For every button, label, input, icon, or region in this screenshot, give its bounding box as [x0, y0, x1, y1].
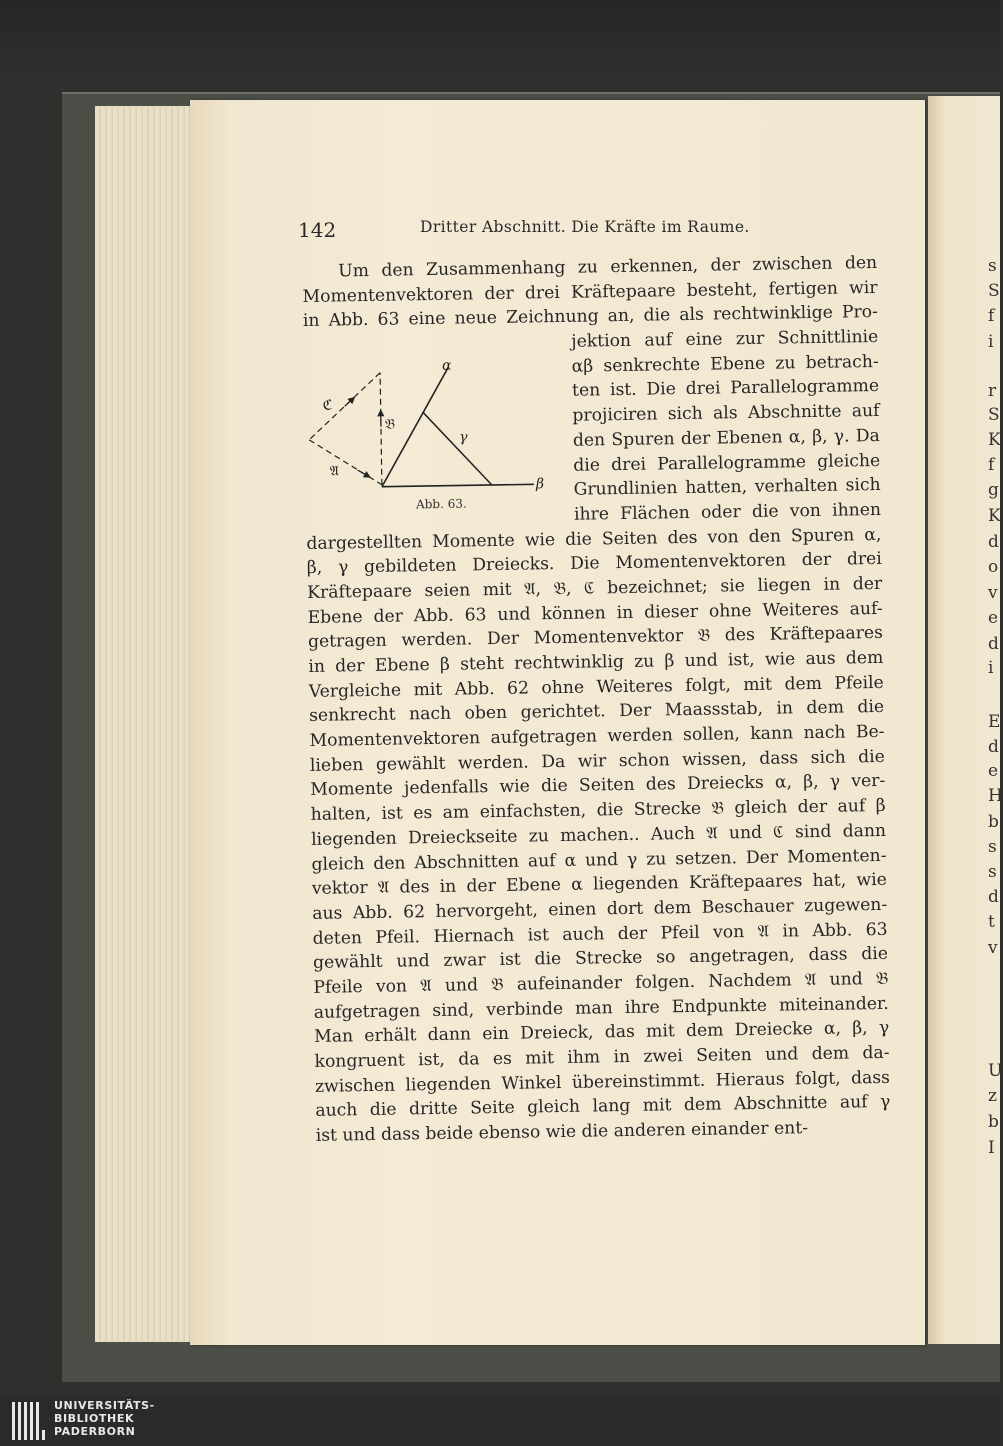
text-line: Momente jedenfalls wie die Seiten des Dreiecks α, β, γ ver- — [310, 771, 886, 801]
next-page-fragment: s — [988, 256, 997, 276]
vector-C-line — [308, 373, 381, 440]
library-name-line-1: UNIVERSITÄTS- — [54, 1399, 155, 1412]
next-page-fragment: d — [988, 634, 999, 654]
text-line: Um den Zusammenhang zu erkennen, der zwischen den — [338, 252, 878, 282]
next-page-fragment: r — [988, 381, 997, 401]
next-page-fragment: s — [988, 837, 997, 857]
text-line: Ebene der Abb. 63 und können in dieser ohne Weiteres auf- — [307, 598, 883, 628]
next-page-fragment: o — [988, 557, 999, 577]
label-C: ℭ — [322, 397, 333, 414]
label-gamma: γ — [459, 429, 468, 446]
label-alpha: α — [441, 357, 452, 374]
vector-A-arrow — [358, 470, 368, 476]
next-page-fragment: S — [988, 281, 1000, 301]
text-line: Vergleiche mit Abb. 62 ohne Weiteres folgt, mit dem Pfeile — [308, 672, 884, 702]
text-line: Man erhält dann ein Dreieck, das mit dem Dreiecke α, β, γ — [314, 1018, 890, 1048]
text-line: ihre Flächen oder die von ihnen — [573, 499, 882, 525]
figure-abb-63 — [300, 357, 560, 516]
next-page-fragment: t — [988, 912, 995, 932]
label-A: 𝔄 — [329, 463, 340, 480]
next-page-fragment: z — [988, 1086, 997, 1106]
next-page-fragment: f — [988, 455, 995, 475]
next-page-fragment: E — [988, 712, 1001, 732]
scan-background-top — [0, 0, 1000, 92]
library-logo-icon — [10, 1400, 46, 1442]
running-head: Dritter Abschnitt. Die Kräfte im Raume. — [420, 218, 750, 236]
next-page-fragment: i — [988, 658, 994, 678]
text-line: in der Ebene β steht rechtwinklig zu β und ist, wie aus dem — [308, 647, 884, 677]
text-line: auch die dritte Seite gleich lang mit dem Abschnitte auf γ — [315, 1092, 891, 1122]
text-line: die drei Parallelogramme gleiche — [573, 450, 881, 476]
label-beta: β — [535, 476, 545, 493]
next-page-fragment: d — [988, 737, 999, 757]
text-line: gewählt und zwar ist die Strecke so angetragen, dass die — [312, 944, 889, 974]
next-page-fragment: K — [988, 506, 1001, 526]
figure-caption: Abb. 63. — [415, 496, 467, 512]
text-line: zwischen liegenden Winkel übereinstimmt. Hieraus folgt, dass — [314, 1067, 891, 1097]
next-page-fragment: K — [988, 430, 1001, 450]
text-line: jektion auf eine zur Schnittlinie — [571, 327, 879, 352]
next-page-fragment: S — [988, 405, 1000, 425]
text-line: aus Abb. 62 hervorgeht, einen dort dem Beschauer zugewen- — [312, 894, 888, 924]
next-page-fragment: b — [988, 812, 999, 832]
text-line: deten Pfeil. Hiernach ist auch der Pfeil von 𝔄 in Abb. 63 — [312, 919, 888, 949]
library-name — [54, 1399, 155, 1438]
trace-gamma-line — [423, 411, 492, 486]
vector-C-arrow — [345, 399, 353, 406]
text-line: vektor 𝔄 des in der Ebene α liegenden Kräftepaares hat, wie — [311, 870, 887, 900]
next-page-fragment: H — [988, 786, 1003, 806]
next-page-edge — [928, 96, 1003, 1344]
text-line: Momentenvektoren aufgetragen werden sollen, kann nach Be- — [309, 721, 885, 752]
text-line: getragen werden. Der Momentenvektor 𝔅 des Kräftepaares — [307, 623, 884, 653]
text-line: Kräftepaare seien mit 𝔄, 𝔅, ℭ bezeichnet; sie liegen in der — [307, 573, 883, 603]
text-line: kongruent ist, da es mit ihm in zwei Seiten und dem da- — [314, 1042, 890, 1072]
text-line: senkrecht nach oben gerichtet. Der Maassstab, in dem die — [309, 697, 885, 727]
next-page-fragment: I — [988, 1138, 995, 1158]
next-page-fragment: e — [988, 761, 999, 781]
book-page — [190, 100, 925, 1345]
next-page-fragment: U — [988, 1061, 1003, 1081]
next-page-fragment: b — [988, 1112, 999, 1132]
text-line: den Spuren der Ebenen α, β, γ. Da — [572, 425, 880, 451]
next-page-fragment: g — [988, 480, 999, 500]
text-line: β, γ gebildeten Dreiecks. Die Momentenvektoren der drei — [306, 549, 882, 579]
page-edges — [95, 106, 193, 1342]
next-page-fragment: s — [988, 862, 997, 882]
text-line: gleich den Abschnitten auf α und γ zu setzen. Der Momenten- — [311, 845, 887, 875]
text-line: ist und dass beide ebenso wie die anderen einander ent- — [315, 1118, 809, 1146]
text-line: dargestellten Momente wie die Seiten des von den Spuren α, — [306, 524, 882, 554]
text-line: projiciren sich als Abschnitte auf — [572, 401, 880, 426]
next-page-fragment: f — [988, 306, 995, 326]
page-number: 142 — [298, 218, 337, 242]
library-name-line-3: PADERBORN — [54, 1425, 136, 1438]
trace-beta-line — [382, 484, 534, 486]
text-line: Pfeile von 𝔄 und 𝔅 aufeinander folgen. Nachdem 𝔄 und 𝔅 — [313, 968, 889, 998]
next-page-fragment: e — [988, 608, 999, 628]
text-line: Grundlinien hatten, verhalten sich — [573, 475, 881, 500]
text-line: ten ist. Die drei Parallelogramme — [571, 376, 880, 402]
text-line: liegenden Dreieckseite zu machen.. Auch 𝔄 und ℭ sind dann — [310, 820, 887, 850]
vector-A-line — [309, 439, 382, 486]
next-page-fragment: i — [988, 332, 994, 352]
next-page-fragment: v — [988, 938, 998, 958]
text-line: halten, ist es am einfachsten, die Strecke 𝔅 gleich der auf β — [310, 796, 886, 826]
next-page-fragment: d — [988, 887, 999, 907]
text-line: lieben gewählt werden. Da wir schon wissen, dass sich die — [309, 746, 886, 776]
label-B: 𝔅 — [384, 416, 396, 433]
text-line: Momentenvektoren der drei Kräftepaare besteht, fertigen wir — [302, 277, 878, 307]
text-line: in Abb. 63 eine neue Zeichnung an, die als rechtwinklige Pro- — [302, 302, 879, 332]
library-footer — [0, 1396, 1000, 1446]
text-line: αβ senkrechte Ebene zu betrach- — [571, 351, 879, 377]
vector-B-line — [380, 373, 382, 485]
next-page-fragment: v — [988, 583, 998, 603]
text-line: aufgetragen sind, verbinde man ihre Endpunkte miteinander. — [313, 993, 889, 1023]
library-name-line-2: BIBLIOTHEK — [54, 1412, 135, 1425]
next-page-fragment: d — [988, 532, 999, 552]
